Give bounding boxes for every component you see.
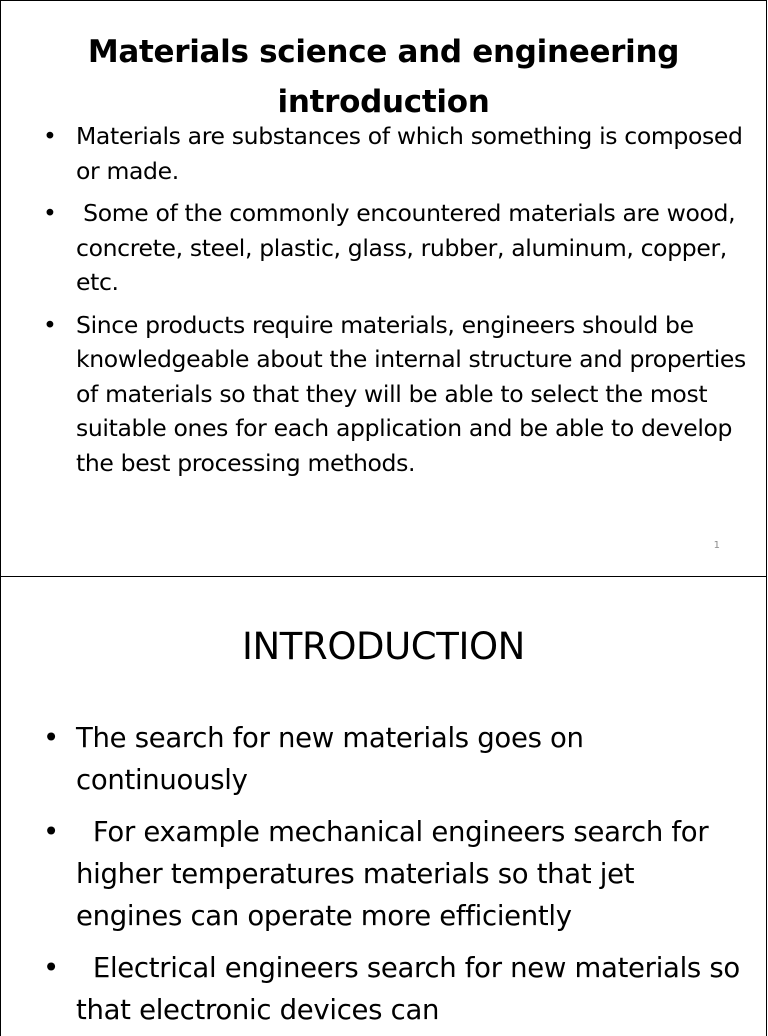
bullet-glyph: • <box>43 122 57 150</box>
bullet-glyph: • <box>43 199 57 227</box>
bullet-item <box>43 947 748 1031</box>
bullet-text: Some of the commonly encountered materials are wood, concrete, steel, plastic, glass, rubber, aluminum, copper, etc. <box>76 199 743 296</box>
bullet-text: The search for new materials goes on continuously <box>76 722 593 796</box>
bullet-glyph: • <box>43 310 57 339</box>
bullet-glyph: • <box>43 722 59 754</box>
bullet-item <box>43 119 748 188</box>
bullet-item <box>43 196 748 300</box>
bullet-list <box>43 119 753 488</box>
bullet-text: Since products require materials, engineers should be knowledgeable about the internal structure and properties of materials so that they will be able to select the most suitable ones for each application and be able to develop the best processing methods. <box>76 310 753 477</box>
page-number: 1 <box>713 540 720 551</box>
bullet-glyph: • <box>43 816 59 848</box>
bullet-item <box>43 717 748 801</box>
bullet-text: For example mechanical engineers search for higher temperatures materials so that jet engines can operate more efficiently <box>76 816 717 932</box>
bullet-text: Electrical engineers search for new materials so that electronic devices can <box>76 952 749 1026</box>
bullet-glyph: • <box>43 952 59 984</box>
bullet-item <box>43 811 748 937</box>
slide-2 <box>0 576 767 1036</box>
bullet-item <box>43 308 753 481</box>
bullet-list <box>43 717 748 1036</box>
slide-title: Materials science and engineering introduction <box>87 34 680 120</box>
slide-title: INTRODUCTION <box>242 625 525 668</box>
bullet-text: Materials are substances of which something is composed or made. <box>76 122 750 185</box>
